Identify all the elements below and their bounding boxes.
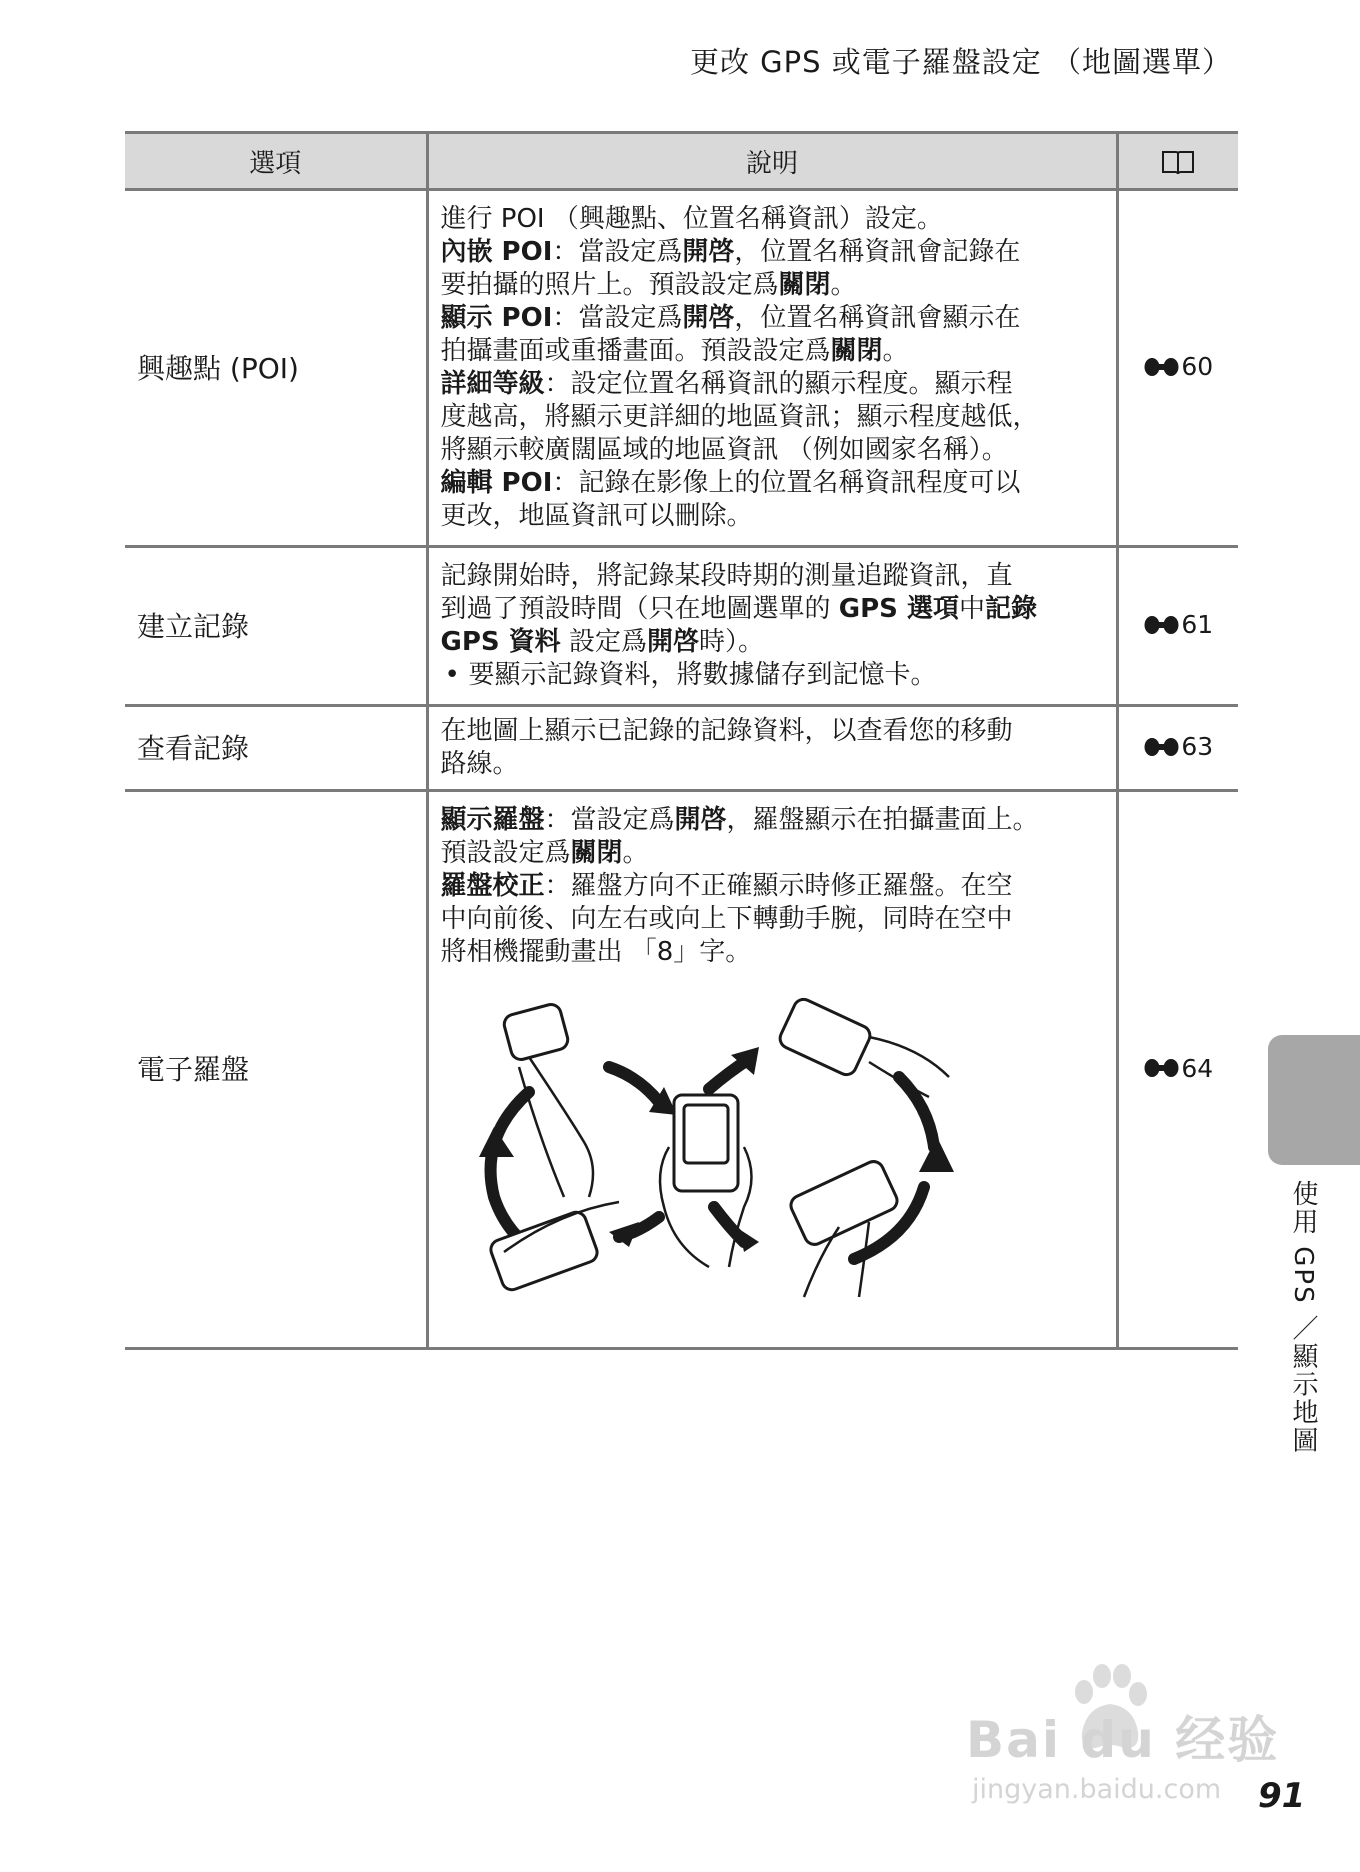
book-icon xyxy=(1161,149,1195,175)
desc-line: 在地圖上顯示已記錄的記錄資料，以查看您的移動 xyxy=(440,716,1013,746)
reference-poi[interactable] xyxy=(1117,190,1238,547)
description-view-log xyxy=(427,706,1117,791)
desc-line: 編輯 POI：記錄在影像上的位置名稱資訊程度可以 xyxy=(440,468,1021,498)
option-compass: 電子羅盤 xyxy=(125,791,427,1349)
reference-page: 63 xyxy=(1181,732,1214,762)
reference-page: 64 xyxy=(1181,1053,1214,1083)
desc-line: 顯示 POI：當設定爲開啓，位置名稱資訊會顯示在 xyxy=(440,303,1021,333)
desc-line: 將相機擺動畫出 「8」字。 xyxy=(440,937,752,967)
option-poi: 興趣點 (POI) xyxy=(125,190,427,547)
option-create-log: 建立記錄 xyxy=(125,547,427,706)
table-row-create-log xyxy=(125,547,1238,706)
desc-line: GPS 資料 設定爲開啓時）。 xyxy=(440,627,764,657)
page-header-title: 更改 GPS 或電子羅盤設定 （地圖選單） xyxy=(689,45,1232,79)
reference-compass[interactable] xyxy=(1117,791,1238,1349)
settings-table xyxy=(125,131,1238,1350)
table-row-poi xyxy=(125,190,1238,547)
desc-line: 拍攝畫面或重播畫面。預設設定爲關閉。 xyxy=(440,336,909,366)
reference-create-log[interactable] xyxy=(1117,547,1238,706)
desc-line: 路線。 xyxy=(440,749,519,779)
desc-line: 預設設定爲關閉。 xyxy=(440,838,649,868)
page-number: 91 xyxy=(1258,1776,1306,1816)
desc-line: 要拍攝的照片上。預設設定爲關閉。 xyxy=(440,270,857,300)
column-header-reference xyxy=(1117,133,1238,190)
bullet-item: • 要顯示記錄資料，將數據儲存到記憶卡。 xyxy=(444,660,937,690)
reference-page: 61 xyxy=(1181,610,1214,640)
desc-line: 詳細等級：設定位置名稱資訊的顯示程度。顯示程 xyxy=(440,369,1013,399)
desc-line: 到過了預設時間（只在地圖選單的 GPS 選項中記錄 xyxy=(440,594,1037,624)
chapter-tab-label: 使用 GPS ／顯示地圖 xyxy=(1288,1180,1318,1455)
reference-section-icon xyxy=(1143,614,1181,636)
reference-page: 60 xyxy=(1181,352,1214,382)
table-header-row xyxy=(125,133,1238,190)
reference-section-icon xyxy=(1143,1057,1181,1079)
description-poi xyxy=(427,190,1117,547)
bullet-dot: • xyxy=(444,660,460,690)
column-header-option: 選項 xyxy=(125,133,427,190)
reference-section-icon xyxy=(1143,356,1181,378)
reference-section-icon xyxy=(1143,736,1181,758)
option-view-log: 查看記錄 xyxy=(125,706,427,791)
watermark-brand: Bai du 经验 xyxy=(966,1711,1280,1769)
column-header-description: 說明 xyxy=(427,133,1117,190)
desc-line: 記錄開始時，將記錄某段時期的測量追蹤資訊，直 xyxy=(440,561,1013,591)
desc-line: 更改，地區資訊可以刪除。 xyxy=(440,501,753,531)
desc-line: 中向前後、向左右或向上下轉動手腕，同時在空中 xyxy=(440,904,1013,934)
desc-line: 羅盤校正：羅盤方向不正確顯示時修正羅盤。在空 xyxy=(440,871,1013,901)
reference-view-log[interactable] xyxy=(1117,706,1238,791)
description-compass xyxy=(427,791,1117,1349)
compass-calibration-illustration xyxy=(459,997,999,1307)
desc-line: 將顯示較廣闊區域的地區資訊 （例如國家名稱）。 xyxy=(440,435,1008,465)
desc-line: 度越高，將顯示更詳細的地區資訊；顯示程度越低， xyxy=(440,402,1039,432)
watermark-url: jingyan.baidu.com xyxy=(972,1774,1222,1805)
description-create-log xyxy=(427,547,1117,706)
table-row-compass xyxy=(125,791,1238,1349)
desc-line: 進行 POI （興趣點、位置名稱資訊）設定。 xyxy=(440,204,943,234)
desc-line: 顯示羅盤：當設定爲開啓，羅盤顯示在拍攝畫面上。 xyxy=(440,805,1039,835)
desc-line: 內嵌 POI：當設定爲開啓，位置名稱資訊會記錄在 xyxy=(440,237,1021,267)
table-row-view-log xyxy=(125,706,1238,791)
chapter-tab[interactable] xyxy=(1268,1035,1360,1165)
